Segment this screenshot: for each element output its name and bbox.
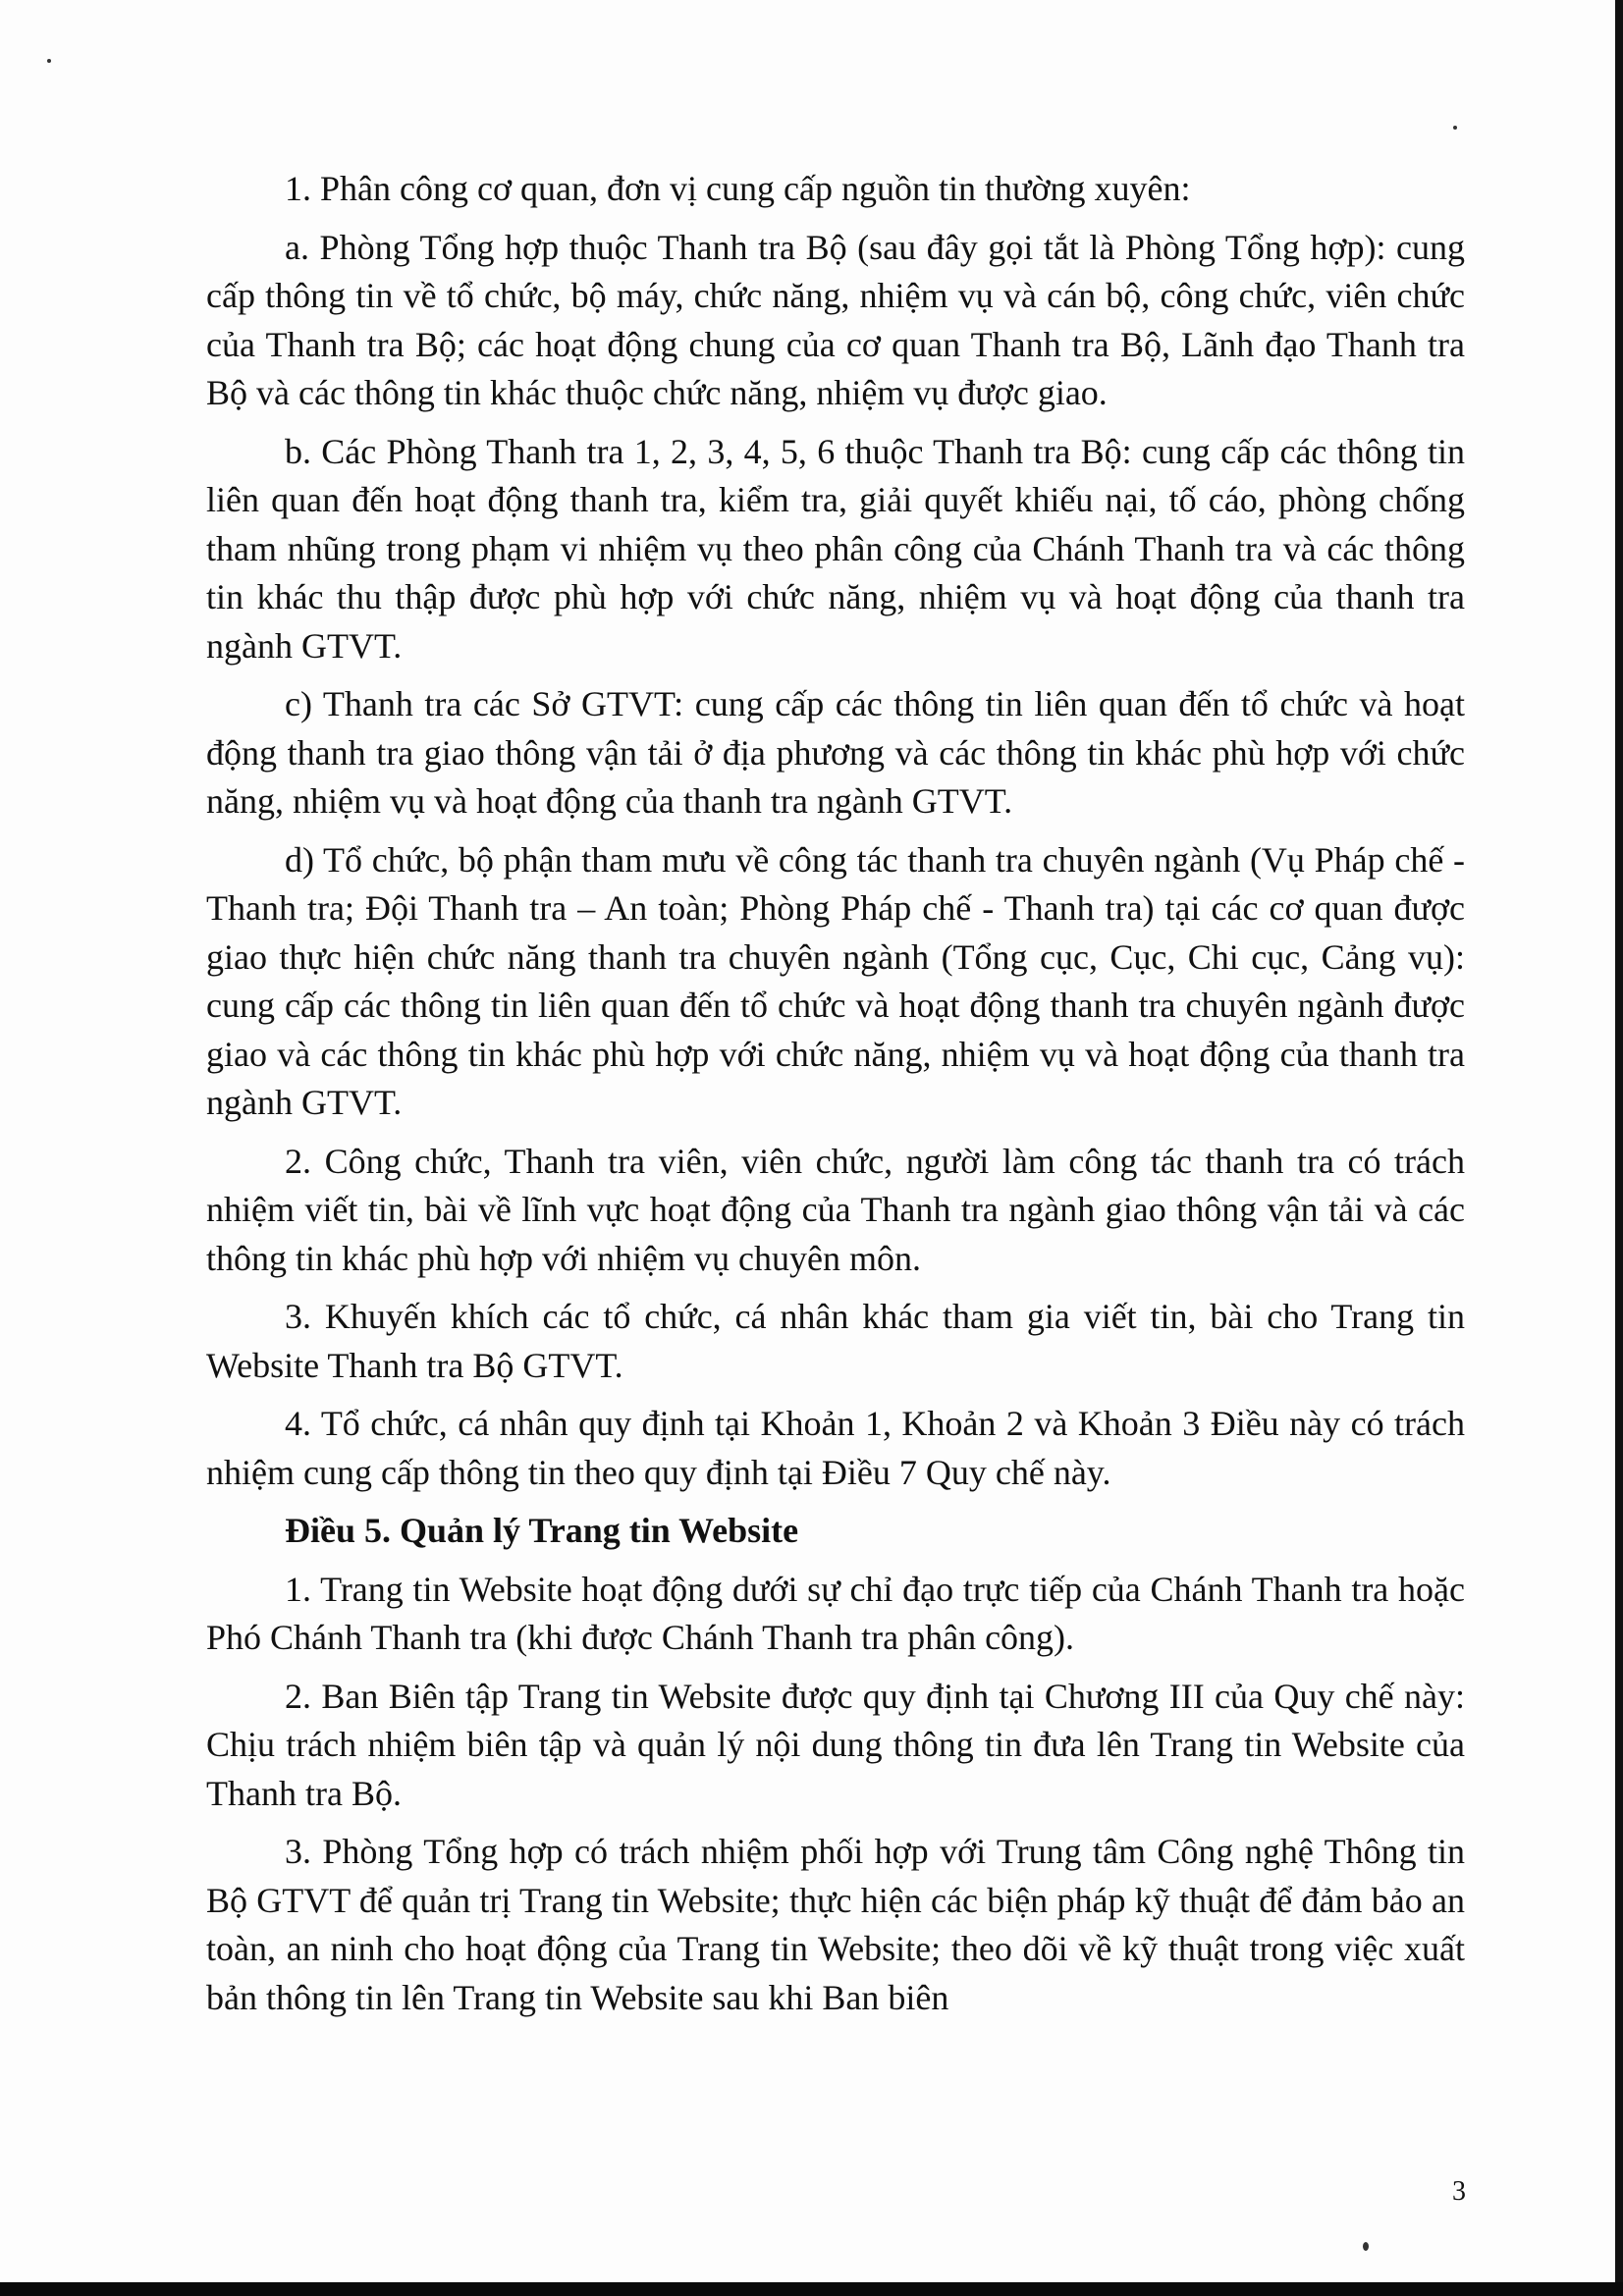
- document-body: [206, 165, 1465, 2032]
- paragraph-1: 1. Phân công cơ quan, đơn vị cung cấp nguồn tin thường xuyên:: [285, 169, 1191, 208]
- paragraph-1d: d) Tổ chức, bộ phận tham mưu về công tác thanh tra chuyên ngành (Vụ Pháp chế - Thanh tra; Đội Thanh tra – An toàn; Phòng Pháp chế - Thanh tra) tại các cơ quan được giao thực hiện chức năng thanh tra chuyên ngành (Tổng cục, Cục, Chi cục, Cảng vụ): cung cấp các thông tin liên quan đến tổ chức và hoạt động thanh tra chuyên ngành được giao và các thông tin khác phù hợp với chức năng, nhiệm vụ và hoạt động của thanh tra ngành GTVT.: [206, 839, 1465, 1122]
- scan-speck: [1453, 126, 1457, 130]
- paragraph-2: 2. Công chức, Thanh tra viên, viên chức, người làm công tác thanh tra có trách nhiệm viết tin, bài về lĩnh vực hoạt động của Thanh tra ngành giao thông vận tải và các thông tin khác phù hợp với nhiệm vụ chuyên môn.: [206, 1141, 1465, 1278]
- article5-paragraph-1: 1. Trang tin Website hoạt động dưới sự chỉ đạo trực tiếp của Chánh Thanh tra hoặc Phó Chánh Thanh tra (khi được Chánh Thanh tra phân công).: [206, 1569, 1465, 1657]
- paragraph-1b: b. Các Phòng Thanh tra 1, 2, 3, 4, 5, 6 thuộc Thanh tra Bộ: cung cấp các thông tin liên quan đến hoạt động thanh tra, kiểm tra, giải quyết khiếu nại, tố cáo, phòng chống tham nhũng trong phạm vi nhiệm vụ theo phân công của Chánh Thanh tra và các thông tin khác thu thập được phù hợp với chức năng, nhiệm vụ và hoạt động của thanh tra ngành GTVT.: [206, 431, 1465, 666]
- scan-speck: [47, 59, 51, 63]
- paragraph-3: 3. Khuyến khích các tổ chức, cá nhân khác tham gia viết tin, bài cho Trang tin Website Thanh tra Bộ GTVT.: [206, 1297, 1465, 1385]
- paragraph-1a: a. Phòng Tổng hợp thuộc Thanh tra Bộ (sau đây gọi tắt là Phòng Tổng hợp): cung cấp thông tin về tổ chức, bộ máy, chức năng, nhiệm vụ và cán bộ, công chức, viên chức của Thanh tra Bộ; các hoạt động chung của cơ quan Thanh tra Bộ, Lãnh đạo Thanh tra Bộ và các thông tin khác thuộc chức năng, nhiệm vụ được giao.: [206, 227, 1465, 412]
- article5-paragraph-2: 2. Ban Biên tập Trang tin Website được quy định tại Chương III của Quy chế này: Chịu trách nhiệm biên tập và quản lý nội dung thông tin đưa lên Trang tin Website của Thanh tra Bộ.: [206, 1676, 1465, 1813]
- scan-edge-bottom: [0, 2282, 1623, 2296]
- paragraph-4: 4. Tổ chức, cá nhân quy định tại Khoản 1, Khoản 2 và Khoản 3 Điều này có trách nhiệm cung cấp thông tin theo quy định tại Điều 7 Quy chế này.: [206, 1404, 1465, 1492]
- section-heading: Điều 5. Quản lý Trang tin Website: [285, 1511, 799, 1550]
- article5-paragraph-3: 3. Phòng Tổng hợp có trách nhiệm phối hợp với Trung tâm Công nghệ Thông tin Bộ GTVT để quản trị Trang tin Website; thực hiện các biện pháp kỹ thuật để đảm bảo an toàn, an ninh cho hoạt động của Trang tin Website; theo dõi về kỹ thuật trong việc xuất bản thông tin lên Trang tin Website sau khi Ban biên: [206, 1832, 1465, 2017]
- scan-speck: [1363, 2242, 1369, 2251]
- page-number: 3: [1452, 2176, 1466, 2207]
- paragraph-1c: c) Thanh tra các Sở GTVT: cung cấp các thông tin liên quan đến tổ chức và hoạt động thanh tra giao thông vận tải ở địa phương và các thông tin khác phù hợp với chức năng, nhiệm vụ và hoạt động của thanh tra ngành GTVT.: [206, 684, 1465, 821]
- scan-edge-right: [1615, 0, 1623, 2296]
